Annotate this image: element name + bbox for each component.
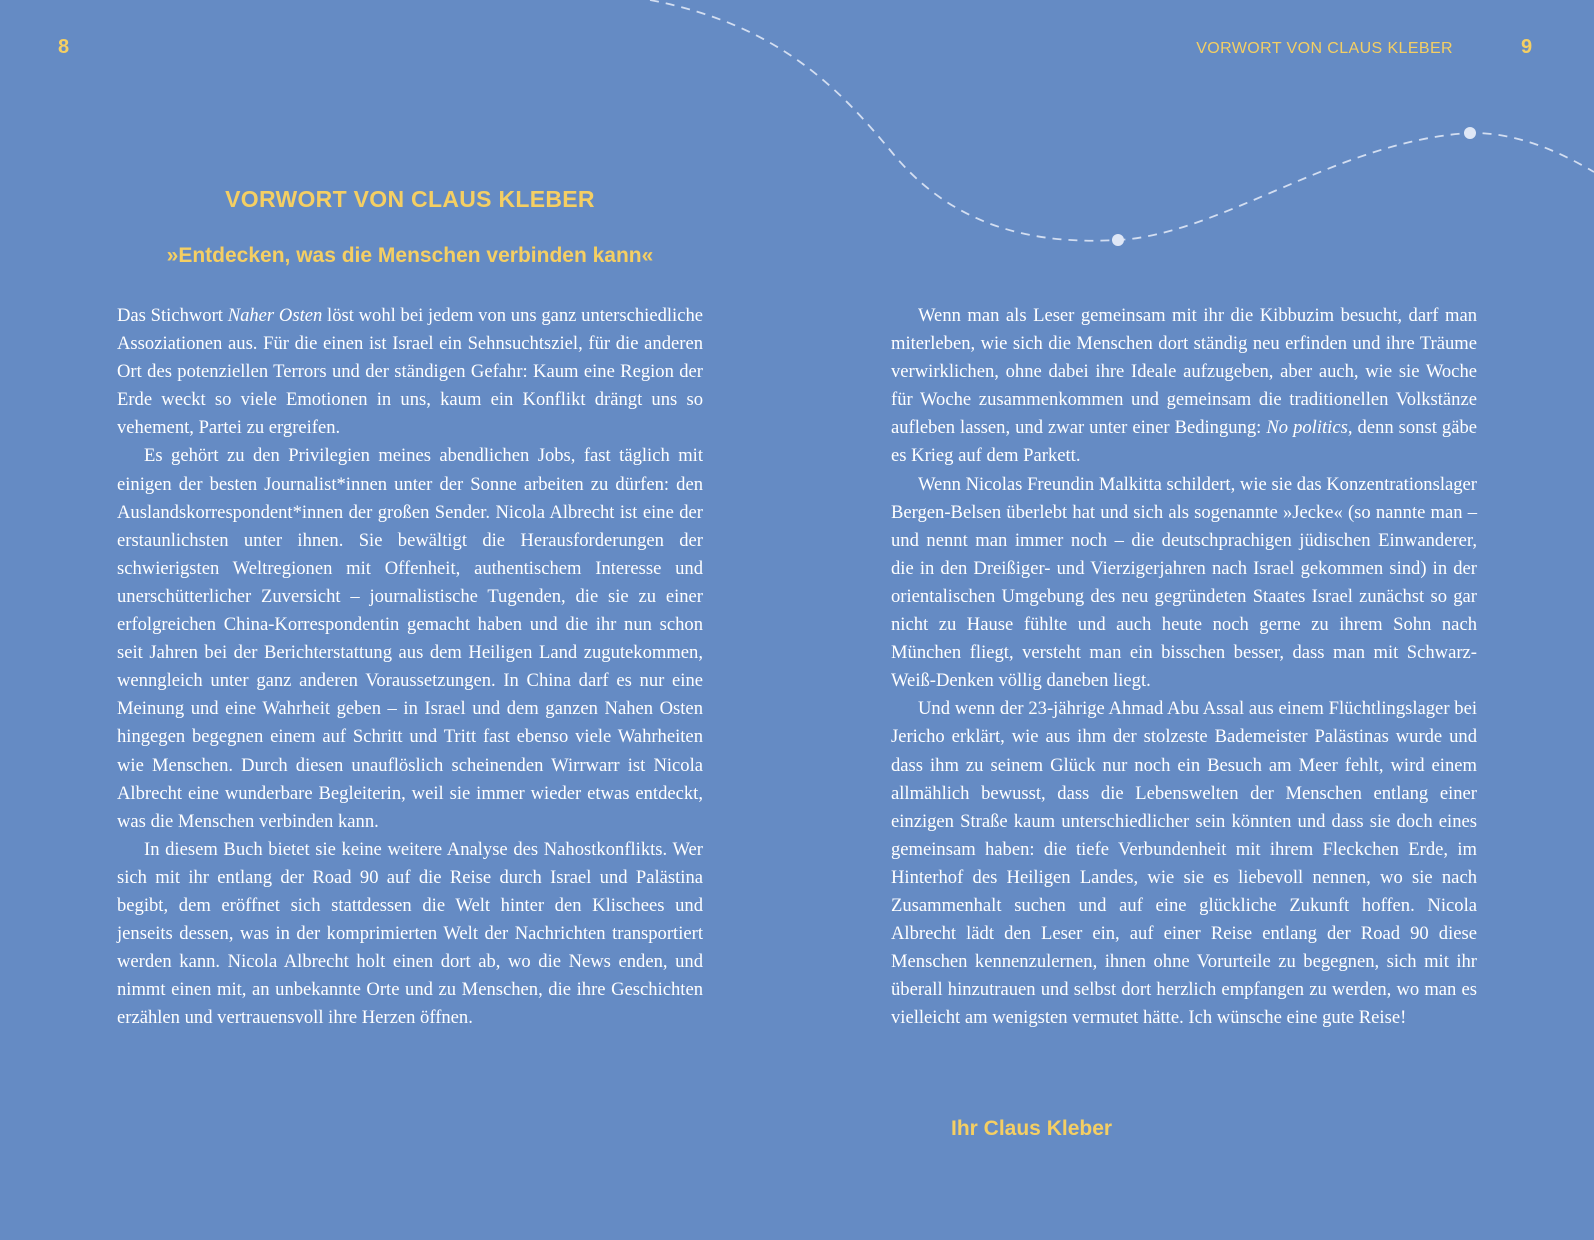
right-paragraph-2: Wenn Nicolas Freundin Malkitta schildert, wie sie das Konzentrationslager Bergen-Belsen überlebt hat und sich als sogenannte »Jecke« (so nannte man – und nennt man immer noch – die deutschprachigen jüdischen Einwanderer, die in den Dreißiger- und Vierzigerjahren nach Israel gekommen sind) in der orientalischen Umgebung des neu gegründeten Staates Israel zunächst so gar nicht zu Hause fühlte und auch heute noch gerne zu ihrem Sohn nach München fliegt, versteht man ein bisschen besser, dass man mit Schwarz-Weiß-Denken völlig daneben liegt. — [891, 473, 1477, 692]
right-p1-emphasis: No politics — [1266, 417, 1348, 439]
route-stop-dot — [1112, 234, 1124, 246]
left-paragraph-1 — [117, 302, 703, 442]
route-stop-dot — [1464, 127, 1476, 139]
chapter-title: VORWORT VON CLAUS KLEBER — [225, 186, 595, 212]
left-paragraph-3: In diesem Buch bietet sie keine weitere Analyse des Nahostkonflikts. Wer sich mit ihr entlang der Road 90 auf die Reise durch Israel und Palästina begibt, dem eröffnet sich stattdessen die Welt hinter den Klischees und jenseits dessen, was in der komprimierten Welt der Nachrichten transportiert werden kann. Nicola Albrecht holt einen dort ab, wo die News enden, und nimmt einen mit, an unbekannte Orte und zu Menschen, die ihre Geschichten erzählen und vertrauensvoll ihre Herzen öffnen. — [117, 838, 703, 1029]
left-p1-rest: löst wohl bei jedem von uns ganz unterschiedliche Assoziationen aus. Für die einen ist Israel ein Sehnsuchtsziel, für die anderen Ort des potenziellen Terrors und der ständigen Gefahr: Kaum eine Region der Erde weckt so viele Emotionen in uns, kaum ein Konflikt drängt uns so vehement, Partei zu ergreifen. — [117, 305, 704, 439]
left-p1-intro: Das Stichwort — [117, 305, 228, 326]
right-paragraph-3: Und wenn der 23-jährige Ahmad Abu Assal aus einem Flüchtlingslager bei Jericho erklärt, wie aus ihm der stolzeste Bademeister Palästinas wurde und dass ihm zu seinem Glück nur noch ein Besuch am Meer fehlt, wird einem allmählich bewusst, dass die Lebenswelten der Menschen entlang einer einzigen Straße kaum unterschiedlicher sein könnten und dass sie doch eines gemeinsam haben: die tiefe Verbundenheit mit ihrem Fleckchen Erde, im Hinterhof des Heiligen Landes, wie sie es liebevoll nennen, wo sie nach Zusammenhalt suchen und auf eine glückliche Zukunft hoffen. Nicola Albrecht lädt den Leser ein, auf einer Reise entlang der Road 90 diese Menschen kennenzulernen, ihnen ohne Vorurteile zu begegnen, sich mit ihr überall hinzutrauen und selbst dort herzlich empfangen zu werden, wo man es vielleicht am wenigsten vermutet hätte. Ich wünsche eine gute Reise! — [891, 698, 1477, 1029]
signature: Ihr Claus Kleber — [951, 1117, 1113, 1140]
left-column-body — [117, 302, 703, 1032]
right-page-number: 9 — [1521, 36, 1533, 58]
right-p1-intro: Wenn man als Leser gemeinsam mit ihr die Kibbuzim besucht, darf man miterleben, wie sich die Menschen dort ständig neu erfinden und ihre Träume verwirklichen, ohne dabei ihre Ideale aufzugeben, aber auch, wie sie Woche für Woche zusammenkommen und gemeinsam die traditionellen Volkstänze aufleben lassen, und zwar unter einer Bedingung: — [891, 305, 1477, 439]
left-paragraph-2: Es gehört zu den Privilegien meines abendlichen Jobs, fast täglich mit einigen der besten Journalist*innen unter der Sonne arbeiten zu dürfen: den Auslandskorrespondent*innen der großen Sender. Nicola Albrecht ist eine der erstaunlichsten unter ihnen. Sie bewältigt die Herausforderungen der schwierigsten Weltregionen mit Offenheit, authentischem Interesse und unerschütterlicher Zuversicht – journalistische Tugenden, die sie zu einer erfolgreichen China-Korrespondentin gemacht haben und die ihr nun schon seit Jahren bei der Berichterstattung aus dem Heiligen Land zugutekommen, wenngleich unter ganz anderen Voraussetzungen. In China darf es nur eine Meinung und eine Wahrheit geben – in Israel und dem ganzen Nahen Osten hingegen begegnen einem auf Schritt und Tritt fast ebenso viele Wahrheiten wie Menschen. Durch diesen unauflöslich scheinenden Wirrwarr ist Nicola Albrecht eine wunderbare Begleiterin, weil sie immer wieder etwas entdeckt, was die Menschen verbinden kann. — [117, 445, 703, 832]
right-column-body — [891, 302, 1477, 1032]
running-head: VORWORT VON CLAUS KLEBER — [1196, 40, 1453, 57]
right-p1-rest: , denn sonst gäbe es Krieg auf dem Parkett. — [891, 417, 1477, 467]
left-page-number: 8 — [58, 36, 70, 58]
dashed-route-line — [650, 0, 1594, 241]
chapter-subtitle: »Entdecken, was die Menschen verbinden kann« — [166, 244, 654, 267]
right-paragraph-1 — [891, 302, 1477, 471]
left-p1-emphasis: Naher Osten — [227, 305, 323, 326]
